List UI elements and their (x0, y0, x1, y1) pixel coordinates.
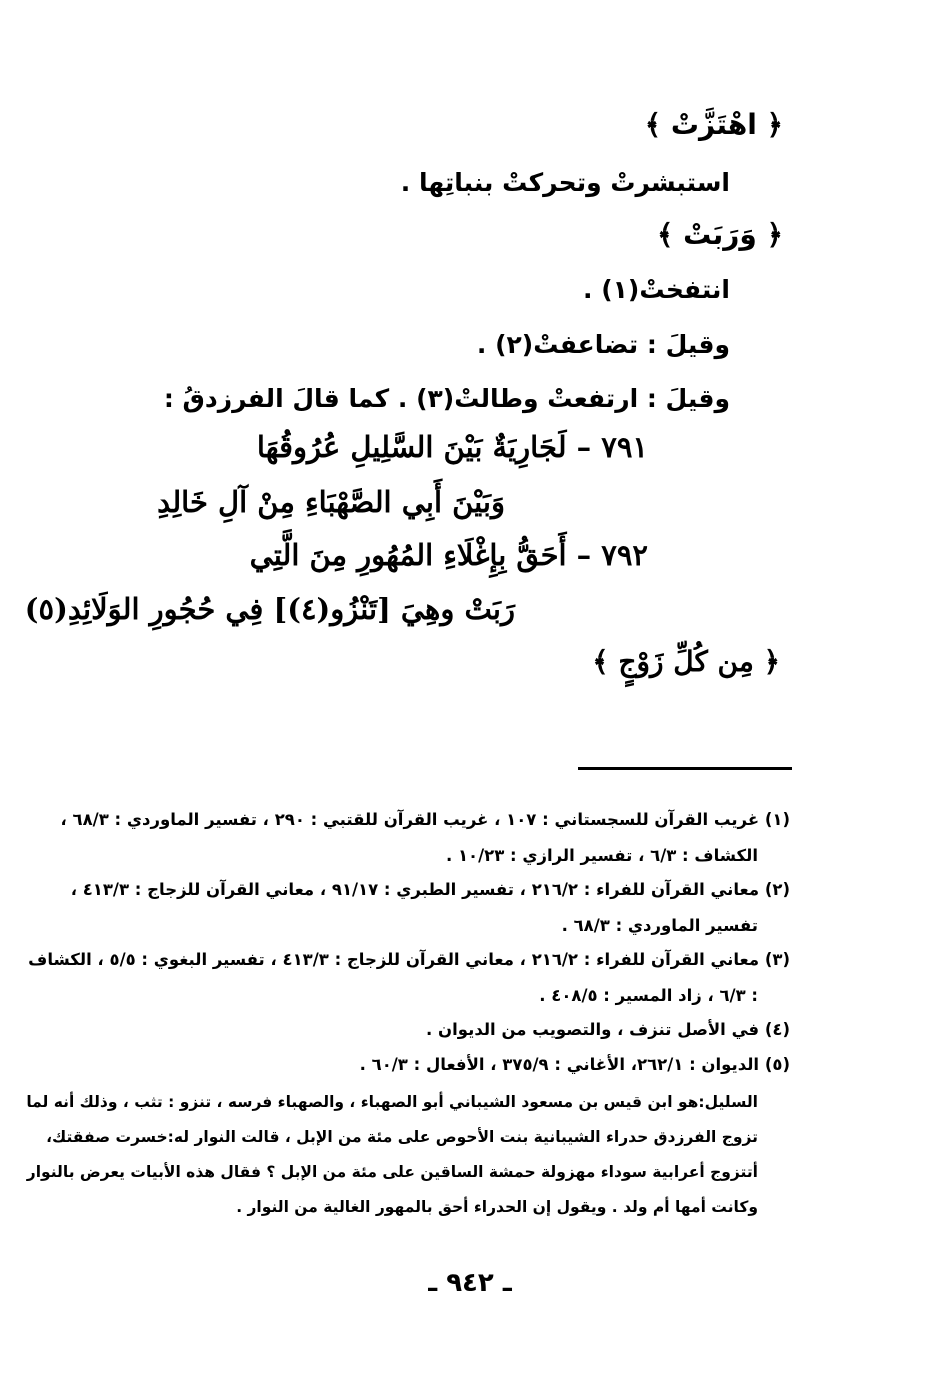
entry-heading-ihtazzat: ﴿ اهْتَزَّتْ ﴾ (644, 108, 783, 141)
verse-792-first-hemistich: ٧٩٢ – أَحَقُّ بِإِغْلَاءِ المُهُورِ مِنَ الَّتِي (249, 538, 648, 572)
footnote-2-line-2: تفسير الماوردي : ٦٨/٣ . (561, 916, 758, 935)
entry-definition-rabat: انتفختْ(١) . (583, 275, 730, 304)
entry-definition-ihtazzat: استبشرتْ وتحركتْ بنباتِها . (400, 168, 730, 197)
alternate-definition-2: وقيلَ : ارتفعتْ وطالتْ(٣) . كما قالَ الفرزدقُ : (163, 384, 730, 413)
verse-792-second-hemistich: رَبَتْ وهِيَ [تَنْزُو(٤)] فِي حُجُورِ الوَلَائِدِ(٥) (24, 592, 515, 626)
footnote-separator (578, 767, 792, 770)
footnote-3-line-2: : ٦/٣ ، زاد المسير : ٤٠٨/٥ . (539, 986, 758, 1005)
entry-heading-rabat: ﴿ وَرَبَتْ ﴾ (657, 218, 783, 251)
footnote-4: (٤) في الأصل تنزف ، والتصويب من الديوان . (426, 1020, 790, 1039)
footnote-1-line-2: الكشاف : ٦/٣ ، تفسير الرازي : ١٠/٢٣ . (445, 846, 758, 865)
footnote-3-line-1: (٣) معاني القرآن للفراء : ٢١٦/٢ ، معاني القرآن للزجاج : ٤١٣/٣ ، تفسير البغوي : ٥/٥ ، الكشاف (28, 950, 790, 969)
footnote-2-line-1: (٢) معاني القرآن للفراء : ٢١٦/٢ ، تفسير الطبري : ٩١/١٧ ، معاني القرآن للزجاج : ٤١٣/٣ ، (70, 880, 790, 899)
footnote-5-line-1: (٥) الديوان : ٢٦٢/١، الأغاني : ٣٧٥/٩ ، الأفعال : ٦٠/٣ . (359, 1055, 790, 1074)
verse-791-second-hemistich: وَبَيْنَ أَبِي الصَّهْبَاءِ مِنْ آلِ خَالِدِ (157, 485, 505, 519)
footnote-5-commentary-line-4: وكانت أمها أم ولد . ويقول إن الحدراء أحق بالمهور الغالية من النوار . (236, 1198, 758, 1216)
alternate-definition-1: وقيلَ : تضاعفتْ(٢) . (476, 330, 730, 359)
page-number: ـ ٩٤٢ ـ (428, 1268, 512, 1298)
footnote-5-commentary-line-1: السليل:هو ابن قيس بن مسعود الشيباني أبو الصهباء ، والصهباء فرسه ، تنزو : تثب ، وذلك أنه لما (26, 1093, 758, 1111)
entry-heading-min-kulli-zawj: ﴿ مِن كُلِّ زَوْجٍ ﴾ (592, 645, 780, 678)
verse-791-first-hemistich: ٧٩١ – لَجَارِيَةٌ بَيْنَ السَّلِيلِ عُرُوقُهَا (256, 430, 648, 464)
footnote-1-line-1: (١) غريب القرآن للسجستاني : ١٠٧ ، غريب القرآن للقتبي : ٢٩٠ ، تفسير الماوردي : ٦٨/٣ ، (60, 810, 790, 829)
footnote-5-commentary-line-3: أتتزوج أعرابية سوداء مهزولة حمشة الساقين على مئة من الإبل ؟ فقال هذه الأبيات يعرض بالنوار (26, 1163, 758, 1181)
footnote-5-commentary-line-2: تزوج الفرزدق حدراء الشيبانية بنت الأحوص على مئة من الإبل ، قالت النوار له:خسرت صفقتك، (46, 1128, 758, 1146)
